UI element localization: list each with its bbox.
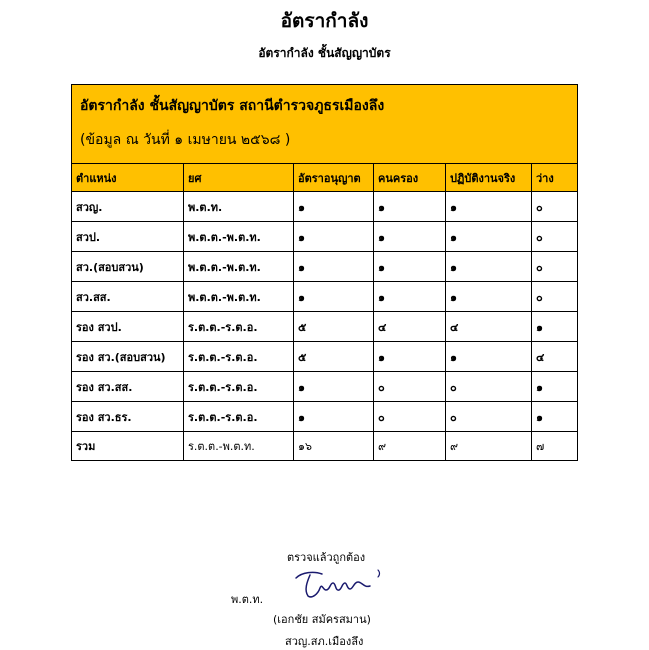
table-row [72, 402, 578, 432]
certification-checked: ตรวจแล้วถูกต้อง [287, 551, 366, 564]
cell-occupied: ๑ [374, 282, 446, 312]
table-row [72, 342, 578, 372]
manpower-table [71, 84, 578, 461]
cell-rank: ร.ต.ต.-ร.ต.อ. [184, 402, 294, 432]
cell-position: รอง สว.ธร. [72, 402, 184, 432]
cell-actual: ๑ [446, 252, 532, 282]
cell-rank: ร.ต.ต.-ร.ต.อ. [184, 342, 294, 372]
cell-vacant: ๑ [532, 402, 578, 432]
cell-actual: ๑ [446, 282, 532, 312]
cell-position: รอง สว.(สอบสวน) [72, 342, 184, 372]
column-header-vacant: ว่าง [532, 164, 578, 192]
table-heading-row [72, 85, 578, 164]
certification-name: (เอกชัย สมัครสมาน) [273, 613, 371, 626]
certification-rank: พ.ต.ท. [231, 593, 264, 606]
table-row [72, 222, 578, 252]
total-authorized: ๑๖ [294, 432, 374, 461]
page-title: อัตรากำลัง [280, 10, 369, 32]
column-header-position: ตำแหน่ง [72, 164, 184, 192]
cell-vacant: ๑ [532, 372, 578, 402]
cell-occupied: ๐ [374, 402, 446, 432]
cell-vacant: ๔ [532, 342, 578, 372]
cell-authorized: ๑ [294, 252, 374, 282]
table-row [72, 312, 578, 342]
column-header-actual: ปฏิบัติงานจริง [446, 164, 532, 192]
cell-rank: ร.ต.ต.-ร.ต.อ. [184, 372, 294, 402]
cell-authorized: ๑ [294, 402, 374, 432]
cell-vacant: ๐ [532, 282, 578, 312]
cell-actual: ๔ [446, 312, 532, 342]
table-row [72, 192, 578, 222]
cell-authorized: ๑ [294, 282, 374, 312]
table-heading-date: (ข้อมูล ณ วันที่ ๑ เมษายน ๒๕๖๘ ) [80, 132, 291, 148]
cell-position: รอง สวป. [72, 312, 184, 342]
cell-actual: ๐ [446, 402, 532, 432]
column-header-occupied: คนครอง [374, 164, 446, 192]
cell-occupied: ๑ [374, 342, 446, 372]
cell-actual: ๑ [446, 342, 532, 372]
cell-rank: พ.ต.ท. [184, 192, 294, 222]
cell-position: สวป. [72, 222, 184, 252]
cell-occupied: ๔ [374, 312, 446, 342]
cell-position: สว.(สอบสวน) [72, 252, 184, 282]
total-actual: ๙ [446, 432, 532, 461]
manpower-table-container [71, 84, 577, 461]
cell-occupied: ๑ [374, 252, 446, 282]
cell-authorized: ๕ [294, 342, 374, 372]
table-row [72, 252, 578, 282]
cell-vacant: ๐ [532, 252, 578, 282]
certification-position: สวญ.สภ.เมืองลึง [285, 635, 364, 648]
signature [292, 566, 384, 600]
cell-position: สวญ. [72, 192, 184, 222]
column-header-authorized: อัตราอนุญาต [294, 164, 374, 192]
column-header-row [72, 164, 578, 192]
cell-vacant: ๐ [532, 222, 578, 252]
cell-authorized: ๕ [294, 312, 374, 342]
cell-position: สว.สส. [72, 282, 184, 312]
cell-position: รอง สว.สส. [72, 372, 184, 402]
cell-rank: พ.ต.ต.-พ.ต.ท. [184, 222, 294, 252]
table-row [72, 282, 578, 312]
cell-occupied: ๑ [374, 222, 446, 252]
table-total-row [72, 432, 578, 461]
table-heading [72, 85, 578, 164]
cell-rank: พ.ต.ต.-พ.ต.ท. [184, 282, 294, 312]
table-row [72, 372, 578, 402]
cell-authorized: ๑ [294, 192, 374, 222]
cell-occupied: ๐ [374, 372, 446, 402]
cell-vacant: ๐ [532, 192, 578, 222]
cell-authorized: ๑ [294, 222, 374, 252]
cell-authorized: ๑ [294, 372, 374, 402]
cell-vacant: ๑ [532, 312, 578, 342]
cell-actual: ๑ [446, 192, 532, 222]
page-subtitle: อัตรากำลัง ชั้นสัญญาบัตร [258, 46, 391, 60]
cell-rank: ร.ต.ต.-ร.ต.อ. [184, 312, 294, 342]
cell-occupied: ๑ [374, 192, 446, 222]
column-header-rank: ยศ [184, 164, 294, 192]
cell-actual: ๐ [446, 372, 532, 402]
total-occupied: ๙ [374, 432, 446, 461]
table-heading-title: อัตรากำลัง ชั้นสัญญาบัตร สถานีตำรวจภูธรเมืองลึง [80, 98, 385, 114]
total-rank: ร.ต.ต.-พ.ต.ท. [184, 432, 294, 461]
cell-rank: พ.ต.ต.-พ.ต.ท. [184, 252, 294, 282]
total-label: รวม [72, 432, 184, 461]
cell-actual: ๑ [446, 222, 532, 252]
total-vacant: ๗ [532, 432, 578, 461]
